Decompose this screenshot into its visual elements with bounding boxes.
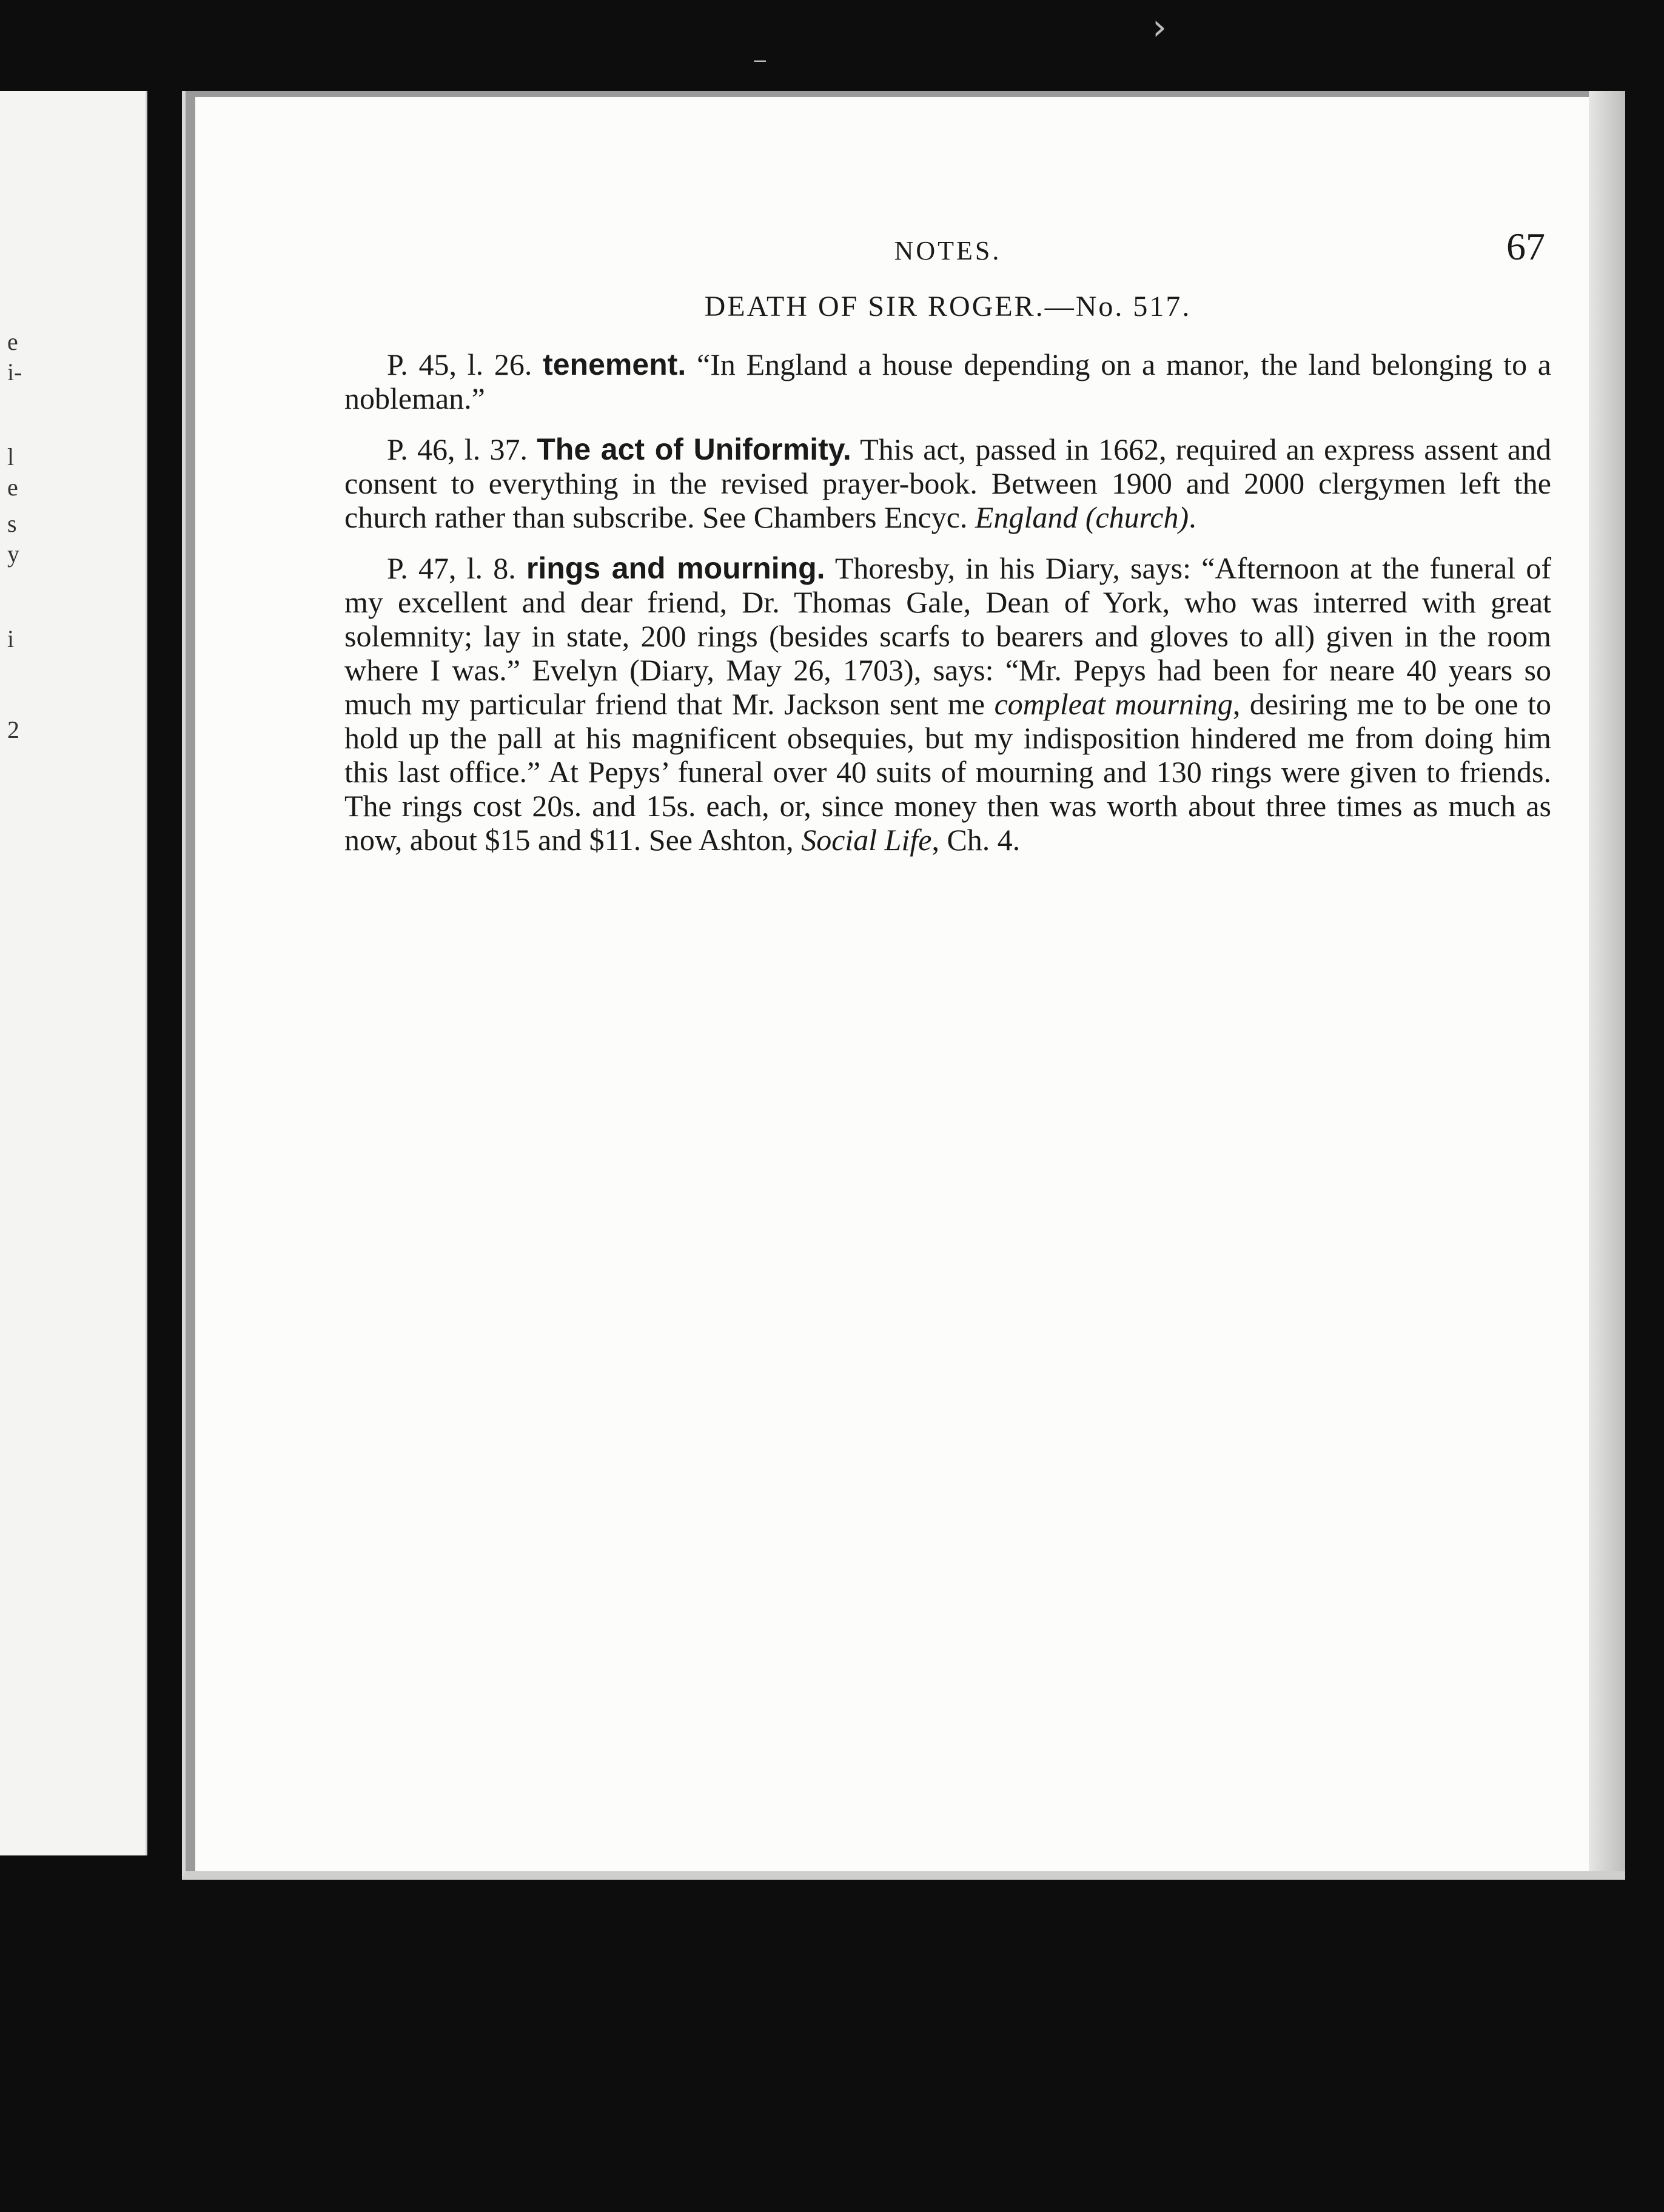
left-page-fragment: l — [7, 443, 15, 471]
scan-speck: › — [1152, 6, 1167, 49]
page-content — [344, 224, 1551, 874]
left-page-fragment: 2 — [7, 716, 19, 743]
note-ref: P. 46, l. 37. — [387, 432, 528, 466]
page-edge — [1589, 91, 1625, 1871]
note-lemma: tenement. — [543, 347, 686, 381]
note-body: , Ch. 4. — [931, 823, 1021, 857]
left-page-fragment: i- — [7, 358, 22, 386]
running-title: NOTES. — [894, 236, 1002, 266]
note-ref: P. 47, l. 8. — [387, 551, 516, 585]
note-body: , desiring me to be one to hold up the pall at his magnificent obsequies, but my indisposition hindered me from doing him this last office.” At Pepys’ funeral over 40 suits of mourning and 130 rings were given to friends. The rings cost 20s. and 15s. each, or, since money then was worth about three times as much as now, about $15 and $11. See Ashton, — [344, 687, 1551, 857]
left-page-fragment: i — [7, 625, 15, 652]
left-page-fragment: e — [7, 474, 18, 501]
note-body: This act, passed in 1662, required an express assent and consent to everything in the revised prayer-book. Between 1900 and 2000 clergymen left the church rather than subscribe. See Chambers Encyc. — [344, 432, 1552, 534]
note-act-of-uniformity — [344, 432, 1551, 534]
note-body: . — [1189, 500, 1196, 534]
note-body: “In England a house depending on a manor, the land belonging to a nobleman.” — [344, 347, 1551, 415]
note-italic: England (church) — [975, 500, 1189, 534]
running-head — [344, 224, 1551, 279]
section-heading: DEATH OF SIR ROGER.—No. 517. — [704, 290, 1192, 323]
note-rings-and-mourning — [344, 551, 1551, 857]
note-tenement — [344, 347, 1551, 415]
left-page-fragment: e — [7, 328, 18, 355]
page-number: 67 — [1506, 225, 1545, 268]
scan-speck: ⁻ — [752, 49, 768, 84]
note-italic: Social Life — [801, 823, 932, 857]
note-lemma: The act of Uniformity. — [537, 432, 851, 466]
book-page — [182, 91, 1625, 1880]
left-page-fragment: y — [7, 540, 19, 568]
note-ref: P. 45, l. 26. — [387, 347, 532, 381]
note-italic: compleat mourning — [994, 687, 1233, 721]
left-page-fragment: s — [7, 510, 17, 537]
note-lemma: rings and mourning. — [526, 551, 825, 585]
note-body: Thoresby, in his Diary, says: “Afternoon at the funeral of my excellent and dear friend, Dr. Thomas Gale, Dean of York, who was interred with great solemnity; lay in state, 200 rings (besides scarfs to bearers and gloves to all) given in the room where I was.” Evelyn (Diary, May 26, 1703), says: “Mr. Pepys had been for neare 40 years so much my particular friend that Mr. Jackson sent me — [344, 551, 1551, 721]
left-page-edge — [0, 91, 147, 1855]
